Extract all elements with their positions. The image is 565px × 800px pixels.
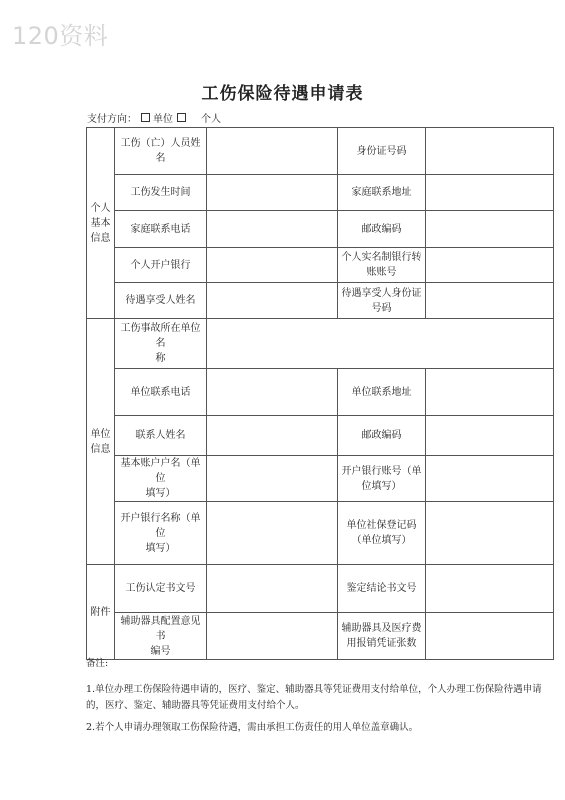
label-cell: 工伤事故所在单位名 称	[115, 319, 207, 369]
value-cell[interactable]	[426, 211, 554, 248]
label-cell: 单位社保登记码 （单位填写）	[338, 502, 426, 565]
value-cell[interactable]	[207, 248, 338, 283]
label-cell: 开户银行名称（单位 填写）	[115, 502, 207, 565]
table-row	[87, 369, 554, 416]
unit-option-label: 单位	[153, 114, 173, 125]
value-cell[interactable]	[426, 565, 554, 613]
value-cell[interactable]	[426, 502, 554, 565]
label-cell: 待遇享受人姓名	[115, 283, 207, 319]
label-cell: 待遇享受人身份证 号码	[338, 283, 426, 319]
label-cell: 个人开户银行	[115, 248, 207, 283]
value-cell[interactable]	[207, 456, 338, 502]
label-cell: 基本账户户名（单位 填写）	[115, 456, 207, 502]
table-row	[87, 283, 554, 319]
watermark: 120资料	[12, 22, 109, 50]
note-item: 2.若个人申请办理领取工伤保险待遇，需由承担工伤责任的用人单位盖章确认。	[86, 722, 419, 733]
value-cell[interactable]	[426, 283, 554, 319]
table-row	[87, 128, 554, 175]
value-cell[interactable]	[426, 175, 554, 211]
table-row	[87, 416, 554, 456]
value-cell[interactable]	[207, 128, 338, 175]
note-item: 1.单位办理工伤保险待遇申请的，医疗、鉴定、辅助器具等凭证费用支付给单位，个人办理工伤保险待遇申请的，医疗、鉴定、辅助器具等凭证费用支付给个人。	[86, 684, 542, 711]
person-option-label: 个人	[201, 114, 221, 125]
value-cell[interactable]	[426, 369, 554, 416]
table-row	[87, 502, 554, 565]
table-row	[87, 211, 554, 248]
table-row	[87, 175, 554, 211]
value-cell[interactable]	[207, 369, 338, 416]
label-cell: 辅助器具配置意见书 编号	[115, 613, 207, 660]
label-cell: 家庭联系地址	[338, 175, 426, 211]
table-row	[87, 613, 554, 660]
value-cell[interactable]	[426, 456, 554, 502]
label-cell: 单位联系电话	[115, 369, 207, 416]
value-cell[interactable]	[426, 128, 554, 175]
table-row	[87, 456, 554, 502]
label-cell: 邮政编码	[338, 211, 426, 248]
label-cell: 身份证号码	[338, 128, 426, 175]
value-cell[interactable]	[207, 613, 338, 660]
form-title: 工伤保险待遇申请表	[201, 84, 364, 104]
label-cell: 开户银行账号（单 位填写）	[338, 456, 426, 502]
person-checkbox[interactable]	[177, 113, 186, 122]
label-cell: 个人实名制银行转 账账号	[338, 248, 426, 283]
application-form-table	[86, 127, 554, 660]
table-row	[87, 565, 554, 613]
value-cell[interactable]	[426, 248, 554, 283]
section-unit-info: 单位 信息	[87, 319, 115, 565]
value-cell[interactable]	[426, 613, 554, 660]
label-cell: 家庭联系电话	[115, 211, 207, 248]
payment-direction	[87, 110, 221, 125]
notes-heading: 备注:	[86, 658, 109, 669]
value-cell[interactable]	[207, 175, 338, 211]
unit-checkbox[interactable]	[141, 113, 150, 122]
value-cell[interactable]	[207, 319, 554, 369]
value-cell[interactable]	[207, 416, 338, 456]
value-cell[interactable]	[207, 565, 338, 613]
table-row	[87, 248, 554, 283]
value-cell[interactable]	[207, 502, 338, 565]
label-cell: 联系人姓名	[115, 416, 207, 456]
label-cell: 辅助器具及医疗费 用报销凭证张数	[338, 613, 426, 660]
section-personal-info: 个人 基本 信息	[87, 128, 115, 319]
payment-direction-label: 支付方向：	[87, 114, 137, 125]
label-cell: 鉴定结论书文号	[338, 565, 426, 613]
value-cell[interactable]	[426, 416, 554, 456]
label-cell: 工伤发生时间	[115, 175, 207, 211]
value-cell[interactable]	[207, 211, 338, 248]
table-row	[87, 319, 554, 369]
label-cell: 邮政编码	[338, 416, 426, 456]
label-cell: 工伤认定书文号	[115, 565, 207, 613]
notes	[86, 656, 546, 742]
section-attachments: 附件	[87, 565, 115, 660]
label-cell: 单位联系地址	[338, 369, 426, 416]
label-cell: 工伤（亡）人员姓名	[115, 128, 207, 175]
value-cell[interactable]	[207, 283, 338, 319]
